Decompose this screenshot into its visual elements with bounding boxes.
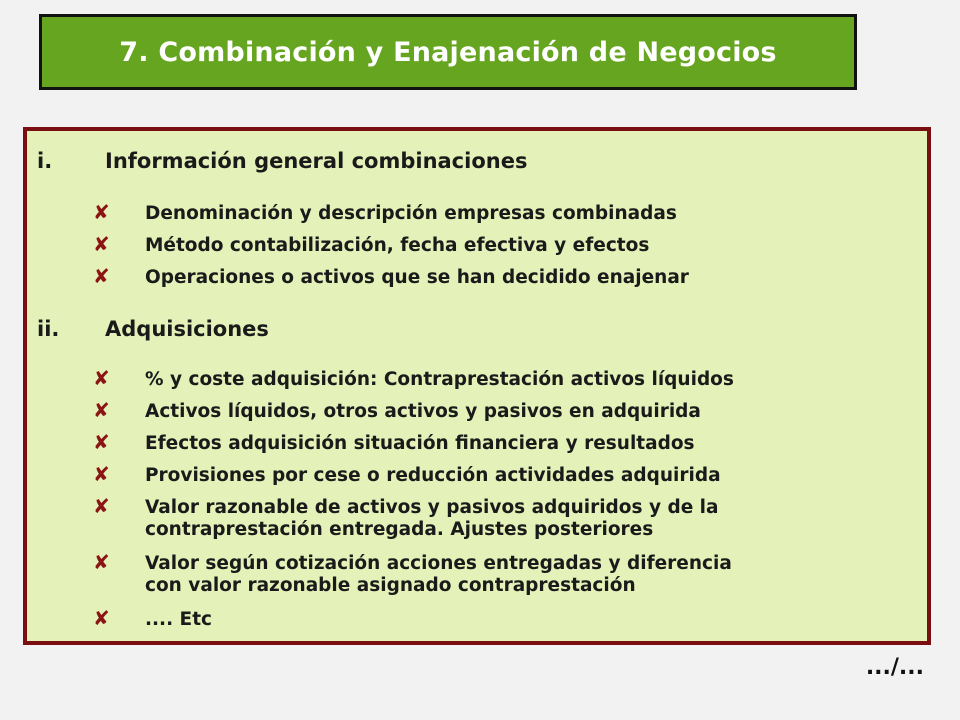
cross-mark-icon: ✘ — [93, 366, 110, 390]
list-item-text: Efectos adquisición situación financiera y resultados — [145, 433, 695, 454]
section-number: ii. — [37, 317, 60, 341]
cross-mark-icon: ✘ — [93, 462, 110, 486]
list-item-text: .... Etc — [145, 609, 212, 630]
list-item-text: Activos líquidos, otros activos y pasivos en adquirida — [145, 401, 701, 422]
cross-mark-icon: ✘ — [93, 232, 110, 256]
cross-mark-icon: ✘ — [93, 494, 110, 518]
cross-mark-icon: ✘ — [93, 550, 110, 574]
list-item-text: Valor según cotización acciones entregadas y diferencia con valor razonable asignado contraprestación — [145, 553, 732, 596]
continuation-marker: .../... — [865, 655, 924, 680]
list-item-text: % y coste adquisición: Contraprestación activos líquidos — [145, 369, 734, 390]
list-item-text: Operaciones o activos que se han decidido enajenar — [145, 267, 689, 288]
content-panel — [23, 127, 931, 645]
section-number: i. — [37, 149, 53, 173]
list-item-text: Método contabilización, fecha efectiva y efectos — [145, 235, 650, 256]
list-item-text: Denominación y descripción empresas combinadas — [145, 203, 677, 224]
cross-mark-icon: ✘ — [93, 264, 110, 288]
cross-mark-icon: ✘ — [93, 200, 110, 224]
slide-title: 7. Combinación y Enajenación de Negocios — [119, 36, 777, 68]
slide-title-banner — [39, 14, 857, 90]
cross-mark-icon: ✘ — [93, 430, 110, 454]
list-item-text: Provisiones por cese o reducción actividades adquirida — [145, 465, 721, 486]
cross-mark-icon: ✘ — [93, 398, 110, 422]
section-label: Información general combinaciones — [105, 149, 528, 173]
section-label: Adquisiciones — [105, 317, 269, 341]
cross-mark-icon: ✘ — [93, 606, 110, 630]
list-item-text: Valor razonable de activos y pasivos adquiridos y de la contraprestación entregada. Ajustes posteriores — [145, 497, 719, 540]
